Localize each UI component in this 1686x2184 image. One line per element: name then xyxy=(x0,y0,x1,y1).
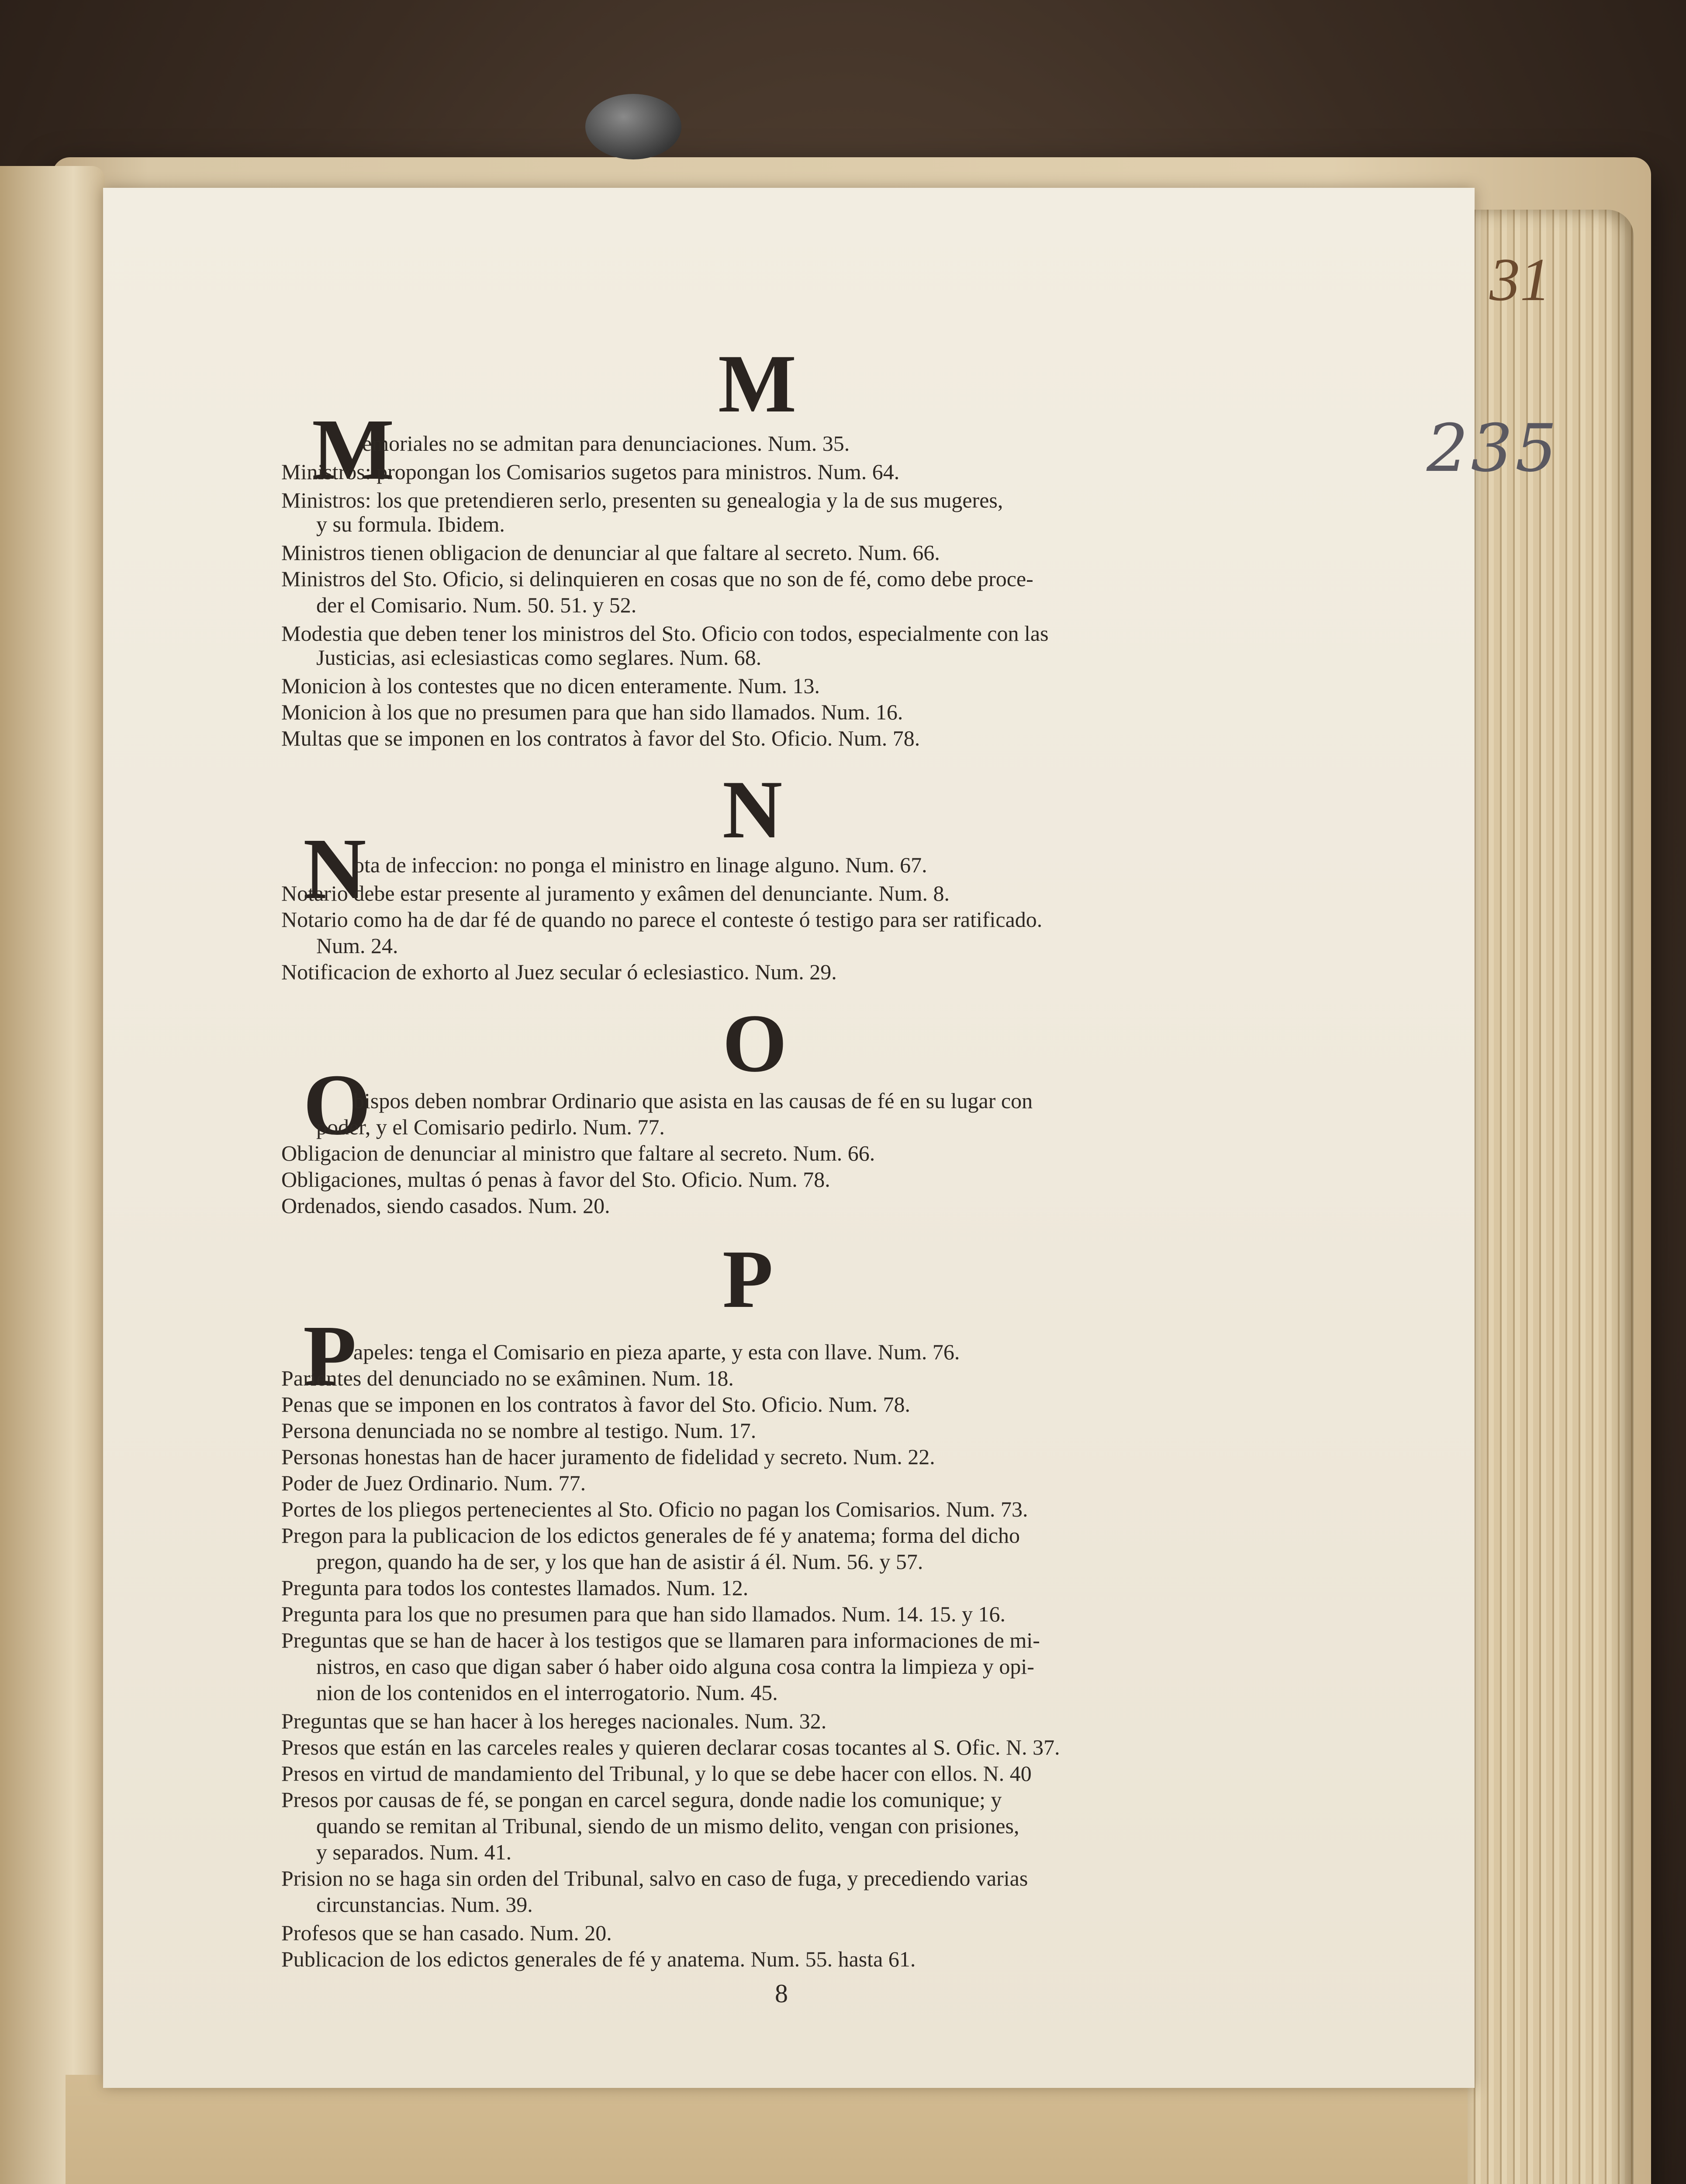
index-entry: Monicion à los contestes que no dicen enteramente. Num. 13. xyxy=(281,674,820,698)
index-entry: quando se remitan al Tribunal, siendo de un mismo delito, vengan con prisiones, xyxy=(316,1814,1019,1838)
index-entry: ota de infeccion: no ponga el ministro en linage alguno. Num. 67. xyxy=(353,853,927,877)
index-entry: y separados. Num. 41. xyxy=(316,1840,512,1864)
index-entry: Obligacion de denunciar al ministro que faltare al secreto. Num. 66. xyxy=(281,1141,875,1165)
index-entry: Notificacion de exhorto al Juez secular ó eclesiastico. Num. 29. xyxy=(281,960,837,984)
section-letter-p: P xyxy=(722,1234,774,1325)
index-entry: Persona denunciada no se nombre al testigo. Num. 17. xyxy=(281,1418,757,1443)
index-entry: Ministros: los que pretendieren serlo, presenten su genealogia y la de sus mugeres, xyxy=(281,488,1003,512)
left-page-edge xyxy=(0,166,105,2184)
dropcap-n: N xyxy=(303,821,366,917)
index-entry: Multas que se imponen en los contratos à favor del Sto. Oficio. Num. 78. xyxy=(281,726,920,750)
index-entry: Parientes del denunciado no se exâminen. Num. 18. xyxy=(281,1366,734,1390)
page-bottom-edge xyxy=(66,2075,1594,2184)
section-letter-n: N xyxy=(722,764,783,856)
edge-note: 31 xyxy=(1489,246,1551,314)
index-entry: circunstancias. Num. 39. xyxy=(316,1892,533,1917)
page-number: 8 xyxy=(775,1979,788,2008)
dropcap-p: P xyxy=(303,1308,357,1404)
index-entry: Profesos que se han casado. Num. 20. xyxy=(281,1921,612,1945)
index-entry: bispos deben nombrar Ordinario que asista en las causas de fé en su lugar con xyxy=(353,1089,1033,1113)
index-entry: pregon, quando ha de ser, y los que han de asistir á él. Num. 56. y 57. xyxy=(316,1549,923,1574)
index-entry: nion de los contenidos en el interrogatorio. Num. 45. xyxy=(316,1680,778,1705)
index-entry: Penas que se imponen en los contratos à favor del Sto. Oficio. Num. 78. xyxy=(281,1392,910,1417)
section-letter-m: M xyxy=(718,338,797,430)
index-entry: Portes de los pliegos pertenecientes al Sto. Oficio no pagan los Comisarios. Num. 73. xyxy=(281,1497,1028,1521)
index-entry: Poder de Juez Ordinario. Num. 77. xyxy=(281,1471,586,1495)
index-entry: Prision no se haga sin orden del Tribunal, salvo en caso de fuga, y precediendo varias xyxy=(281,1866,1028,1890)
index-entry: Pregunta para los que no presumen para que han sido llamados. Num. 14. 15. y 16. xyxy=(281,1602,1005,1626)
index-entry: Ordenados, siendo casados. Num. 20. xyxy=(281,1193,610,1218)
dropcap-o: O xyxy=(303,1057,371,1153)
index-entry: Notario como ha de dar fé de quando no parece el conteste ó testigo para ser ratificado. xyxy=(281,907,1043,932)
index-entry: Pregunta para todos los contestes llamados. Num. 12. xyxy=(281,1576,749,1600)
index-entry: emoriales no se admitan para denunciaciones. Num. 35. xyxy=(362,431,850,456)
index-entry: der el Comisario. Num. 50. 51. y 52. xyxy=(316,593,637,617)
section-letter-o: O xyxy=(722,998,787,1089)
index-entry: Num. 24. xyxy=(316,933,398,958)
index-entry: Personas honestas han de hacer juramento de fidelidad y secreto. Num. 22. xyxy=(281,1444,935,1469)
index-entry: Presos que están en las carceles reales y quieren declarar cosas tocantes al S. Ofic. N. 37. xyxy=(281,1735,1060,1759)
index-entry: Ministros del Sto. Oficio, si delinquieren en cosas que no son de fé, como debe proce- xyxy=(281,567,1033,591)
index-entry: apeles: tenga el Comisario en pieza aparte, y esta con llave. Num. 76. xyxy=(353,1340,960,1364)
dropcap-m: M xyxy=(312,401,394,498)
index-entry: Obligaciones, multas ó penas à favor del Sto. Oficio. Num. 78. xyxy=(281,1167,830,1192)
index-entry: Monicion à los que no presumen para que han sido llamados. Num. 16. xyxy=(281,700,903,724)
index-entry: Notario debe estar presente al juramento y exâmen del denunciante. Num. 8. xyxy=(281,881,950,905)
index-entry: Ministros tienen obligacion de denunciar al que faltare al secreto. Num. 66. xyxy=(281,540,940,565)
index-entry: Ministros: propongan los Comisarios sugetos para ministros. Num. 64. xyxy=(281,460,900,484)
index-entry: Preguntas que se han de hacer à los testigos que se llamaren para informaciones de mi- xyxy=(281,1628,1040,1652)
index-entry: y su formula. Ibidem. xyxy=(316,512,505,536)
index-entry: Presos por causas de fé, se pongan en carcel segura, donde nadie los comunique; y xyxy=(281,1787,1002,1812)
clasp-top xyxy=(585,94,681,159)
index-entry: Preguntas que se han hacer à los hereges nacionales. Num. 32. xyxy=(281,1709,827,1733)
page-edges xyxy=(1468,210,1634,2184)
index-entry: Pregon para la publicacion de los edictos generales de fé y anatema; forma del dicho xyxy=(281,1523,1020,1548)
index-entry: Justicias, asi eclesiasticas como seglares. Num. 68. xyxy=(316,645,762,670)
index-entry: Presos en virtud de mandamiento del Tribunal, y lo que se debe hacer con ellos. N. 40 xyxy=(281,1761,1032,1786)
index-entry: Modestia que deben tener los ministros del Sto. Oficio con todos, especialmente con las xyxy=(281,621,1049,646)
folio-number: 235 xyxy=(1427,411,1560,487)
index-entry: poder, y el Comisario pedirlo. Num. 77. xyxy=(316,1115,665,1139)
index-entry: Publicacion de los edictos generales de fé y anatema. Num. 55. hasta 61. xyxy=(281,1947,916,1971)
index-entry: nistros, en caso que digan saber ó haber oido alguna cosa contra la limpieza y opi- xyxy=(316,1654,1034,1679)
